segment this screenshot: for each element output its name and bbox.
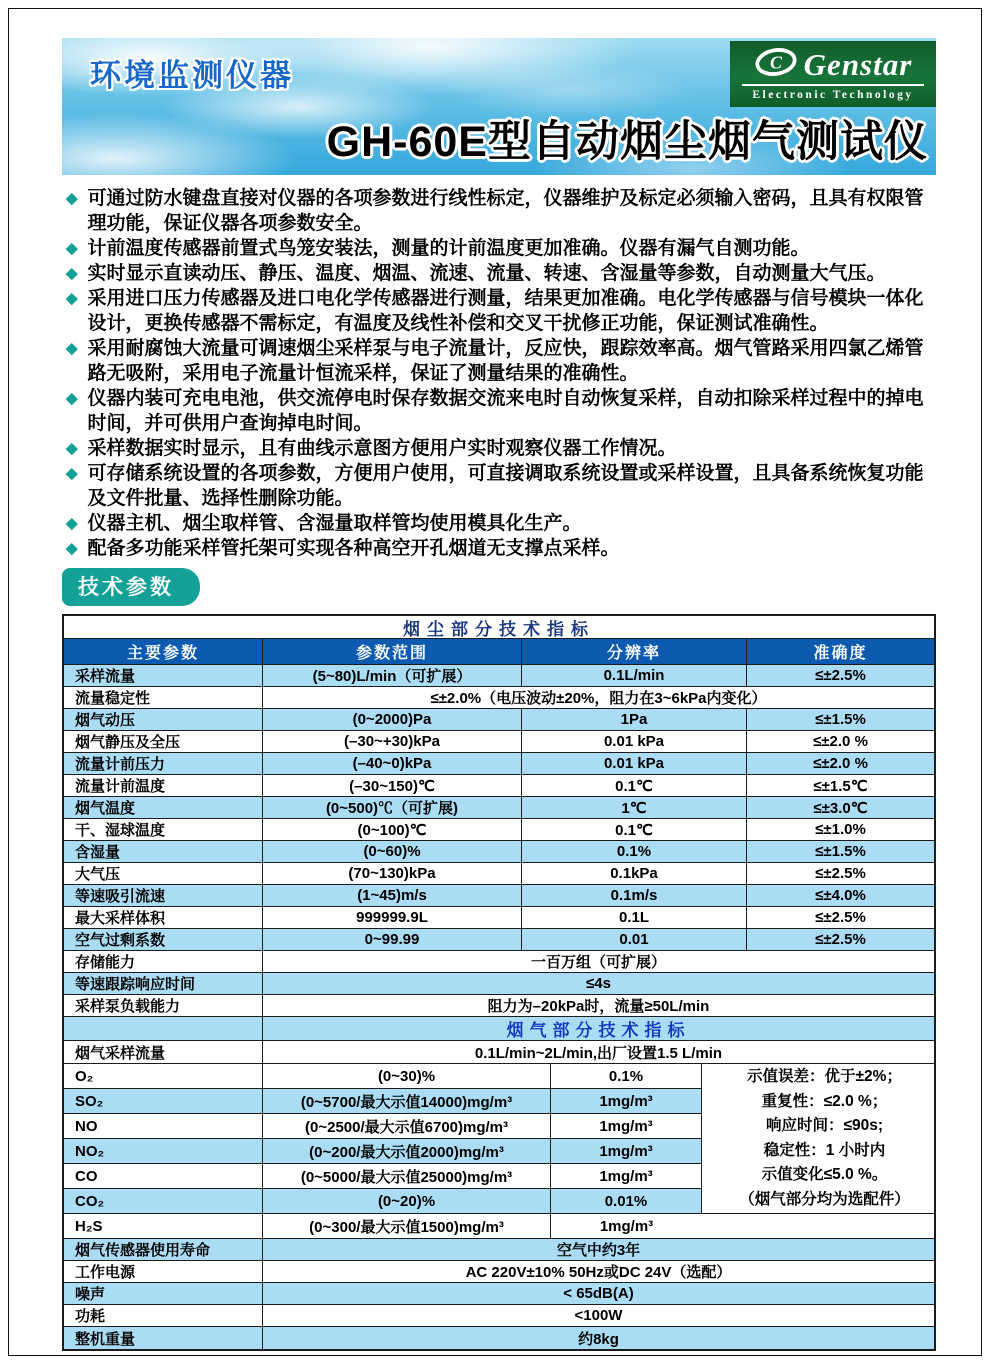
spec-resolution: 1mg/m³ — [551, 1089, 702, 1114]
spec-name: SO₂ — [64, 1089, 263, 1114]
spec-name: O₂ — [64, 1064, 263, 1089]
diamond-bullet-icon: ◆ — [66, 440, 78, 457]
spec-name: 流量计前压力 — [64, 753, 263, 775]
table-header-row — [64, 639, 934, 665]
feature-text: 计前温度传感器前置式鸟笼安装法，测量的计前温度更加准确。仪器有漏气自测功能。 — [87, 238, 810, 259]
spec-accuracy: ≤±2.5% — [747, 665, 934, 687]
spec-name: 干、湿球温度 — [64, 819, 263, 841]
spec-range: (0~300/最大示值1500)mg/m³ — [263, 1214, 551, 1239]
spec-name: 流量稳定性 — [64, 687, 263, 709]
table-row — [64, 797, 934, 819]
gas-note-line: 重复性：≤2.0 %； — [761, 1092, 888, 1110]
spec-resolution: 0.01% — [551, 1189, 702, 1214]
table-row — [64, 665, 934, 687]
spec-resolution: 0.1L/min — [522, 665, 747, 687]
genstar-logo-icon — [754, 46, 798, 83]
spec-resolution: 1mg/m³ — [551, 1114, 702, 1139]
table-row — [64, 753, 934, 775]
spec-range: (–40~0)kPa — [263, 753, 522, 775]
feature-text: 实时显示直读动压、静压、温度、烟温、流速、流量、转速、含湿量等参数，自动测量大气压。 — [87, 263, 886, 284]
diamond-bullet-icon: ◆ — [66, 265, 78, 282]
spec-range: (0~200/最大示值2000)mg/m³ — [263, 1139, 551, 1164]
spec-range: (–30~+30)kPa — [263, 731, 522, 753]
spec-range: 0~99.99 — [263, 929, 522, 951]
table-row — [64, 1261, 934, 1283]
feature-item — [62, 536, 940, 561]
spec-accuracy: ≤±1.0% — [747, 819, 934, 841]
spec-resolution: 1℃ — [522, 797, 747, 819]
spec-name: 含湿量 — [64, 841, 263, 863]
spec-table — [62, 614, 936, 1351]
spec-range: (70~130)kPa — [263, 863, 522, 885]
table-row — [64, 709, 934, 731]
table-row — [64, 775, 934, 797]
spec-name: 流量计前温度 — [64, 775, 263, 797]
feature-item — [62, 436, 940, 461]
table-row — [64, 907, 934, 929]
spec-name: NO₂ — [64, 1139, 263, 1164]
spec-resolution: 0.1L — [522, 907, 747, 929]
feature-text: 仪器主机、烟尘取样管、含湿量取样管均使用模具化生产。 — [87, 513, 582, 534]
gas-note-line: （烟气部分均为选配件） — [739, 1190, 910, 1208]
spec-resolution: 0.1% — [522, 841, 747, 863]
diamond-bullet-icon: ◆ — [66, 190, 78, 207]
column-header: 主要参数 — [64, 639, 263, 665]
feature-text: 可存储系统设置的各项参数，方便用户使用，可直接调取系统设置或采样设置，且具备系统恢复功能及文件批量、选择性删除功能。 — [87, 463, 924, 509]
diamond-bullet-icon: ◆ — [66, 465, 78, 482]
spec-resolution: 0.01 — [522, 929, 747, 951]
table-row — [64, 1239, 934, 1261]
spec-accuracy: ≤±2.0 % — [747, 753, 934, 775]
spec-accuracy: ≤±1.5% — [747, 709, 934, 731]
column-header: 参数范围 — [263, 639, 522, 665]
diamond-bullet-icon: ◆ — [66, 390, 78, 407]
spec-name: 空气过剩系数 — [64, 929, 263, 951]
table-row — [64, 819, 934, 841]
spec-resolution: 0.01 kPa — [522, 731, 747, 753]
table-row — [64, 885, 934, 907]
spec-resolution: 1mg/m³ — [551, 1214, 702, 1239]
spec-value: < 65dB(A) — [263, 1283, 934, 1305]
spec-accuracy: ≤±1.5% — [747, 841, 934, 863]
feature-item — [62, 186, 940, 236]
spec-name: NO — [64, 1114, 263, 1139]
spec-value: 一百万组（可扩展） — [263, 951, 934, 973]
spec-name: 烟气采样流量 — [64, 1041, 263, 1064]
feature-item — [62, 336, 940, 386]
spec-name: 噪声 — [64, 1283, 263, 1305]
spec-resolution: 0.1% — [551, 1064, 702, 1089]
spec-name: 采样流量 — [64, 665, 263, 687]
spec-accuracy: ≤±3.0℃ — [747, 797, 934, 819]
spec-value: 0.1L/min~2L/min,出厂设置1.5 L/min — [263, 1041, 934, 1064]
spec-name: H₂S — [64, 1214, 263, 1239]
spec-name: 整机重量 — [64, 1327, 263, 1349]
spec-name: 最大采样体积 — [64, 907, 263, 929]
spec-resolution: 0.1℃ — [522, 775, 747, 797]
diamond-bullet-icon: ◆ — [66, 515, 78, 532]
spec-accuracy: ≤±2.5% — [747, 929, 934, 951]
column-header: 分辨率 — [522, 639, 747, 665]
diamond-bullet-icon: ◆ — [66, 540, 78, 557]
gas-section-title: 烟气部分技术指标 — [263, 1017, 934, 1041]
table-row — [64, 863, 934, 885]
spec-value: 约8kg — [578, 1330, 619, 1348]
diamond-bullet-icon: ◆ — [66, 340, 78, 357]
brand-subtitle: Electronic Technology — [742, 84, 924, 101]
spacer-cell — [64, 1017, 263, 1041]
spec-value: AC 220V±10% 50Hz或DC 24V（选配） — [263, 1261, 934, 1283]
spec-name: 烟气温度 — [64, 797, 263, 819]
spec-name: CO — [64, 1164, 263, 1189]
spec-range: (0~2000)Pa — [263, 709, 522, 731]
feature-text: 采样数据实时显示，且有曲线示意图方便用户实时观察仪器工作情况。 — [87, 438, 677, 459]
feature-item — [62, 386, 940, 436]
spacer-cell — [702, 1214, 934, 1239]
spec-name: 烟气传感器使用寿命 — [64, 1239, 263, 1261]
table-row — [64, 687, 934, 709]
spec-name: 工作电源 — [64, 1261, 263, 1283]
spec-name: 等速吸引流速 — [64, 885, 263, 907]
spec-name: CO₂ — [64, 1189, 263, 1214]
table-row — [64, 1327, 934, 1349]
spec-range: (0~500)℃（可扩展) — [263, 797, 522, 819]
spec-range: (0~60)% — [263, 841, 522, 863]
header-banner — [62, 38, 936, 175]
table-row — [64, 973, 934, 995]
feature-text: 仪器内装可充电电池，供交流停电时保存数据交流来电时自动恢复采样，自动扣除采样过程中的掉电时间，并可供用户查询掉电时间。 — [87, 388, 924, 434]
spec-name: 功耗 — [64, 1305, 263, 1327]
spec-resolution: 0.1kPa — [522, 863, 747, 885]
feature-text: 可通过防水键盘直接对仪器的各项参数进行线性标定，仪器维护及标定必须输入密码，且具有权限管理功能，保证仪器各项参数安全。 — [87, 188, 924, 234]
spec-range: (0~100)℃ — [263, 819, 522, 841]
spec-name: 烟气静压及全压 — [64, 731, 263, 753]
gas-notes-cell — [702, 1064, 934, 1214]
spec-value: ≤4s — [263, 973, 934, 995]
spec-resolution: 1mg/m³ — [551, 1164, 702, 1189]
table-row — [64, 1305, 934, 1327]
gas-note-line: 稳定性：1 小时内 — [763, 1141, 886, 1159]
spec-range: (0~2500/最大示值6700)mg/m³ — [263, 1114, 551, 1139]
spec-range: (–30~150)℃ — [263, 775, 522, 797]
spec-resolution: 0.1m/s — [522, 885, 747, 907]
feature-text: 采用耐腐蚀大流量可调速烟尘采样泵与电子流量计，反应快，跟踪效率高。烟气管路采用四氯乙烯管路无吸附，采用电子流量计恒流采样，保证了测量结果的准确性。 — [87, 338, 924, 384]
spec-accuracy: ≤±1.5℃ — [747, 775, 934, 797]
feature-item — [62, 286, 940, 336]
feature-item — [62, 511, 940, 536]
spec-range: (0~20)% — [263, 1189, 551, 1214]
gas-note-line: 示值变化≤5.0 %。 — [761, 1166, 888, 1183]
feature-text: 配备多功能采样管托架可实现各种高空开孔烟道无支撑点采样。 — [87, 538, 620, 559]
diamond-bullet-icon: ◆ — [66, 240, 78, 257]
spec-resolution: 1Pa — [522, 709, 747, 731]
spec-range: (0~30)% — [263, 1064, 551, 1089]
spec-accuracy: ≤±2.5% — [747, 863, 934, 885]
feature-item — [62, 461, 940, 511]
brand-logo — [730, 41, 936, 107]
feature-item — [62, 261, 940, 286]
gas-note-line: 示值误差：优于±2%； — [747, 1068, 902, 1085]
spec-value: ≤±2.0%（电压波动±20%，阻力在3~6kPa内变化） — [263, 687, 934, 709]
gas-note-line: 响应时间：≤90s; — [765, 1117, 884, 1134]
spec-range: (0~5700/最大示值14000)mg/m³ — [263, 1089, 551, 1114]
spec-range: (0~5000/最大示值25000)mg/m³ — [263, 1164, 551, 1189]
table-row — [64, 929, 934, 951]
spec-range: (1~45)m/s — [263, 885, 522, 907]
spec-name: 烟气动压 — [64, 709, 263, 731]
table-row — [64, 951, 934, 973]
spec-range: (5~80)L/min（可扩展） — [263, 665, 522, 687]
table-row — [64, 995, 934, 1017]
spec-value: 阻力为–20kPa时，流量≥50L/min — [263, 995, 934, 1017]
column-header: 准确度 — [747, 639, 934, 665]
table-row — [64, 1283, 934, 1305]
spec-name: 大气压 — [64, 863, 263, 885]
spec-resolution: 0.01 kPa — [522, 753, 747, 775]
table-row — [64, 1041, 934, 1064]
product-title: GH-60E型自动烟尘烟气测试仪 — [326, 118, 928, 166]
spec-name: 采样泵负载能力 — [64, 995, 263, 1017]
category-label: 环境监测仪器 — [90, 58, 294, 93]
dust-section-title: 烟尘部分技术指标 — [64, 616, 934, 639]
svg-text:C: C — [769, 52, 782, 73]
feature-item — [62, 236, 940, 261]
gas-section-title-row — [64, 1017, 934, 1041]
feature-list — [62, 186, 940, 561]
spec-value: <100W — [263, 1305, 934, 1327]
spec-range: 999999.9L — [263, 907, 522, 929]
brand-name: Genstar — [803, 46, 913, 82]
table-row — [64, 731, 934, 753]
spec-resolution: 0.1℃ — [522, 819, 747, 841]
spec-accuracy: ≤±2.0 % — [747, 731, 934, 753]
spec-resolution: 1mg/m³ — [551, 1139, 702, 1164]
gas-spec-grid — [64, 1064, 934, 1239]
spec-name: 存储能力 — [64, 951, 263, 973]
spec-value: 空气中约3年 — [263, 1239, 934, 1261]
spec-accuracy: ≤±2.5% — [747, 907, 934, 929]
section-badge: 技术参数 — [62, 568, 200, 606]
table-row — [64, 841, 934, 863]
feature-text: 采用进口压力传感器及进口电化学传感器进行测量，结果更加准确。电化学传感器与信号模块一体化设计，更换传感器不需标定，有温度及线性补偿和交叉干扰修正功能，保证测试准确性。 — [87, 288, 924, 334]
diamond-bullet-icon: ◆ — [66, 290, 78, 307]
spec-name: 等速跟踪响应时间 — [64, 973, 263, 995]
spec-accuracy: ≤±4.0% — [747, 885, 934, 907]
